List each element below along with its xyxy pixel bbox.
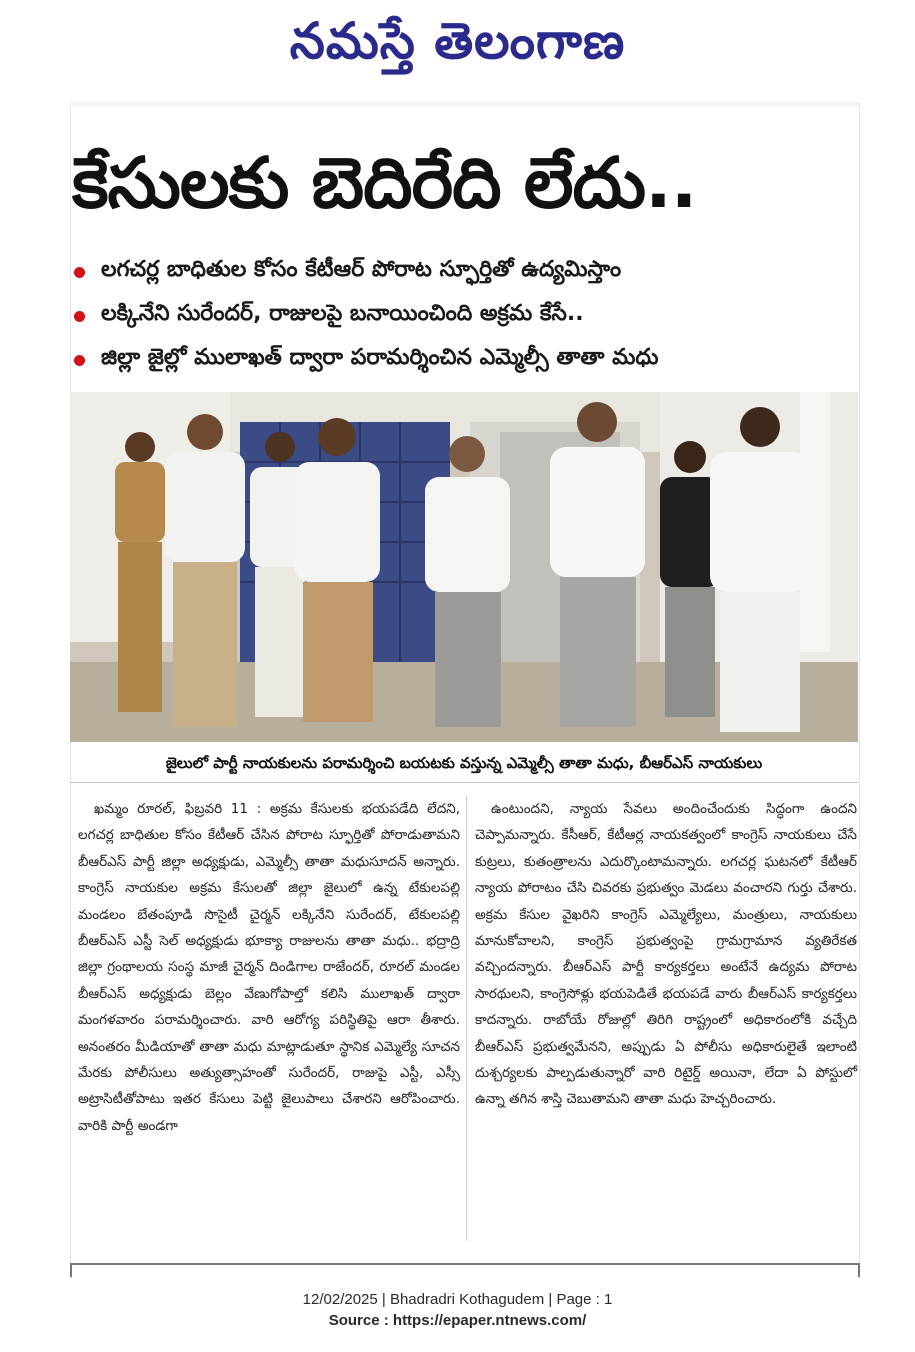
bottom-corner-right: [858, 1263, 860, 1277]
bullet-icon: [74, 311, 85, 322]
bullet-icon: [74, 267, 85, 278]
subheadline-text: లక్కినేని సురేందర్, రాజులపై బనాయించింది అక్రమ కేసే..: [101, 301, 584, 326]
news-photo: [70, 392, 858, 742]
column-divider: [466, 796, 467, 1241]
photo-caption: జైలులో పార్టీ నాయకులను పరామర్శించి బయటకు వస్తున్న ఎమ్మెల్సీ తాతా మధు, బీఆర్ఎస్ నాయకులు: [165, 754, 763, 772]
masthead: [0, 6, 915, 76]
subheadline-item: [72, 338, 856, 382]
article-text: ఉంటుందని, న్యాయ సేవలు అందించేందుకు సిద్ధంగా ఉందని చెప్పామన్నారు. కేసీఆర్, కేటీఆర్ల నాయకత్వంలో కాంగ్రెస్ నాయకులు చేసే కుట్రలు, కుతంత్రాలను ఎదుర్కొంటామన్నారు. లగచర్ల ఘటనలో కేటీఆర్ న్యాయ పోరాటం చేసి చివరకు ప్రభుత్వం మెడలు వంచారని గుర్తు చేశారు. అక్రమ కేసుల వైఖరిని కాంగ్రెస్ ఎమ్మెల్యేలు, మంత్రులు, నాయకులు మానుకోవాలని, కాంగ్రెస్ ప్రభుత్వంపై గ్రామగ్రామాన వ్యతిరేకత వచ్చిందన్నారు. బీఆర్ఎస్ పార్టీ కార్యకర్తలు అంటేనే ఉద్యమ పోరాట సారథులని, కాంగ్రెసోళ్లు భయపెడితే భయపడే వారు బీఆర్ఎస్ కార్యకర్తలు కాదన్నారు. రాబోయే రోజుల్లో తిరిగి రాష్ట్రంలో అధికారంలోకి వచ్చేది బీఆర్ఎస్ ప్రభుత్వమేనని, అప్పుడు ఏ పోలీసు అధికారులైతే ఇలాంటి దుశ్చర్యలకు పాల్పడుతున్నారో వారి రిటైర్డ్ అయినా, లేదా ఏ పోస్టులో ఉన్నా తగిన శాస్తి చెబుతామని తాతా మధు హెచ్చరించారు.: [475, 801, 857, 1108]
top-rule: [70, 102, 860, 106]
subheadline-list: [72, 250, 856, 382]
photo-illustration: [70, 392, 858, 742]
subheadline-item: [72, 294, 856, 338]
edition-info: 12/02/2025 | Bhadradri Kothagudem | Page : 1: [302, 1291, 613, 1308]
article-text: ఖమ్మం రూరల్, ఫిబ్రవరి 11 : అక్రమ కేసులకు భయపడేది లేదని, లగచర్ల బాధితుల కోసం కేటీఆర్ చేసిన పోరాట స్ఫూర్తితో పోరాడుతామని బీఆర్ఎస్ పార్టీ జిల్లా అధ్యక్షుడు, ఎమ్మెల్సీ తాతా మధుసూదన్ అన్నారు. కాంగ్రెస్ నాయకుల అక్రమ కేసులతో జిల్లా జైలులో ఉన్న టేకులపల్లి మండలం బేతంపూడి సొసైటీ చైర్మన్ లక్కినేని సురేందర్, టేకులపల్లి బీఆర్ఎస్ ఎస్టీ సెల్ అధ్యక్షుడు భూక్యా రాజులను తాతా మధు.. భద్రాద్రి జిల్లా గ్రంథాలయ సంస్థ మాజీ చైర్మన్ దిండిగాల రాజేందర్, రూరల్ మండల బీఆర్ఎస్ అధ్యక్షుడు బెల్లం వేణుగోపాల్తో కలిసి ములాఖత్ ద్వారా మంగళవారం పరామర్శించారు. వారి ఆరోగ్య పరిస్థితిపై ఆరా తీశారు. అనంతరం మీడియాతో తాతా మధు మాట్లాడుతూ స్థానిక ఎమ్మెల్యే సూచన మేరకు పోలీసులు అత్యుత్సాహంతో సురేందర్, రాజుపై ఎస్టీ, ఎస్సీ అట్రాసిటీతోపాటు ఇతర కేసులు పెట్టి జైలుపాలు చేశారని ఆరోపించారు. వారికి పార్టీ అండగా: [78, 801, 460, 1134]
source-link[interactable]: Source : https://epaper.ntnews.com/: [328, 1312, 587, 1329]
subheadline-item: [72, 250, 856, 294]
subheadline-text: లగచర్ల బాధితుల కోసం కేటీఆర్ పోరాట స్ఫూర్తితో ఉద్యమిస్తాం: [101, 257, 622, 282]
caption-divider: [70, 782, 858, 783]
footer: [0, 1290, 915, 1332]
bottom-rule: [70, 1263, 860, 1265]
subheadline-text: జిల్లా జైల్లో ములాఖత్ ద్వారా పరామర్శించిన ఎమ్మెల్సీ తాతా మధు: [101, 345, 659, 370]
newspaper-logo: నమస్తే తెలంగాణ: [289, 11, 626, 70]
article-column-right: [475, 796, 857, 1113]
headline: కేసులకు బెదిరేది లేదు..: [72, 142, 697, 224]
bottom-corner-left: [70, 1263, 72, 1277]
article-column-left: [78, 796, 460, 1139]
bullet-icon: [74, 355, 85, 366]
